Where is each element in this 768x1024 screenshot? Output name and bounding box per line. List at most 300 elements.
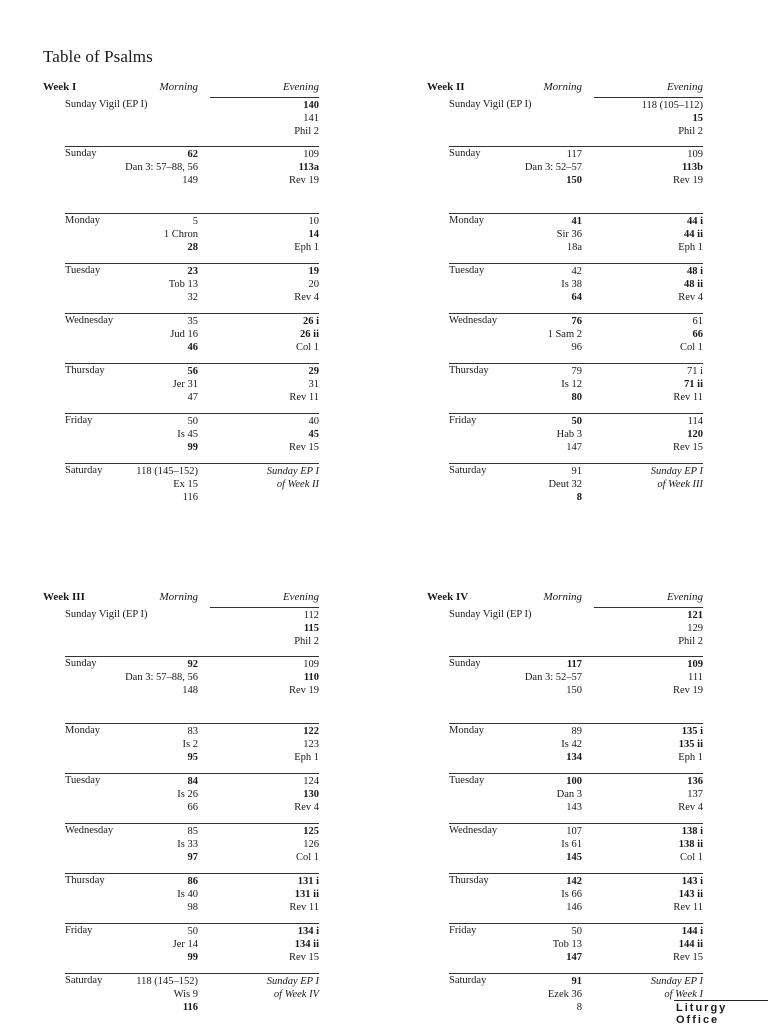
day-row [43,263,319,313]
morning-readings [548,465,582,504]
reading-line: 146 [566,902,582,913]
reading-line: 111 [688,672,703,683]
reading-line: Col 1 [679,342,703,353]
reading-line: 84 [187,776,198,787]
rule [65,263,319,264]
reading-line: Sunday EP I [650,466,703,477]
day-label: Friday [65,925,93,936]
morning-readings [561,265,582,304]
week-title: Week II [427,81,465,93]
reading-line: Dan 3 [556,789,582,800]
reading-line: 71 i [686,366,703,377]
logo-line: Liturgy [676,1002,728,1014]
morning-readings [557,415,582,454]
day-row [427,873,703,923]
morning-readings [557,775,582,814]
morning-label: Morning [543,81,582,93]
rule [65,773,319,774]
reading-line: Dan 3: 52–57 [524,162,582,173]
day-label: Monday [449,215,484,226]
reading-line: 19 [308,266,319,277]
reading-line: Rev 4 [678,802,703,813]
reading-line: 141 [303,113,319,124]
evening-label: Evening [666,591,703,603]
evening-readings [289,148,319,187]
rule [210,607,319,608]
evening-label: Evening [282,591,319,603]
reading-line: 29 [308,366,319,377]
reading-line: Rev 19 [672,685,703,696]
day-row [43,923,319,973]
reading-line: 134 [566,752,582,763]
reading-line: 23 [187,266,198,277]
evening-readings [294,215,319,254]
day-row [43,823,319,873]
day-row [427,463,703,513]
day-label: Wednesday [65,825,114,836]
reading-line: 20 [308,279,319,290]
day-row [43,463,319,513]
reading-line: 95 [187,752,198,763]
reading-line: 15 [692,113,703,124]
day-label: Friday [449,925,477,936]
reading-line: 143 ii [678,889,703,900]
reading-line: 123 [303,739,319,750]
day-row [427,363,703,413]
reading-line: Rev 4 [678,292,703,303]
morning-readings [177,825,198,864]
evening-readings [294,775,319,814]
reading-line: 107 [566,826,582,837]
morning-readings [125,148,198,187]
reading-line: 120 [687,429,703,440]
rule [65,413,319,414]
reading-line: 148 [182,685,198,696]
morning-readings [561,725,582,764]
reading-line: 8 [576,492,582,503]
day-label: Tuesday [65,775,101,786]
reading-line: 85 [187,826,198,837]
rule [512,656,582,657]
reading-line: Phil 2 [678,636,703,647]
morning-readings [525,658,582,697]
day-label: Wednesday [449,825,498,836]
rule [65,873,319,874]
reading-line: 44 i [686,216,703,227]
day-label: Saturday [449,465,487,476]
rule [65,723,319,724]
evening-readings [642,99,703,138]
morning-readings [525,148,582,187]
rule [65,363,319,364]
reading-line: 100 [566,776,582,787]
morning-readings [553,925,582,964]
day-label: Saturday [65,465,103,476]
reading-line: 41 [571,216,582,227]
reading-line: Rev 15 [672,952,703,963]
reading-line: 48 ii [684,279,703,290]
rule [449,413,703,414]
day-row [427,146,703,213]
reading-line: Rev 19 [672,175,703,186]
reading-line: of Week I [664,989,703,1000]
reading-line: 61 [692,316,703,327]
reading-line: 129 [687,623,703,634]
reading-line: 91 [571,976,582,987]
day-row [43,773,319,823]
reading-line: 121 [687,610,703,621]
day-row [43,973,319,1023]
reading-line: 134 i [297,926,319,937]
day-label: Thursday [65,875,105,886]
rule [449,313,703,314]
evening-readings [680,315,703,354]
reading-line: 114 [687,416,703,427]
rule [65,923,319,924]
reading-line: 140 [303,100,319,111]
reading-line: Is 38 [561,279,582,290]
evening-readings [678,265,703,304]
day-row [427,723,703,773]
morning-readings [173,365,198,404]
reading-line: 83 [187,726,198,737]
reading-line: 44 ii [684,229,703,240]
day-label: Saturday [65,975,103,986]
rule [449,923,703,924]
day-label: Tuesday [449,265,485,276]
reading-line: 109 [687,659,703,670]
reading-line: 117 [566,149,582,160]
reading-line: 96 [571,342,582,353]
day-label: Sunday Vigil (EP I) [65,99,148,110]
reading-line: 1 Sam 2 [547,329,582,340]
day-row [427,823,703,873]
week-title: Week IV [427,591,469,603]
evening-readings [289,415,319,454]
reading-line: 143 [566,802,582,813]
reading-line: 150 [566,175,582,186]
day-row [43,313,319,363]
reading-line: 109 [687,149,703,160]
morning-label: Morning [159,81,198,93]
reading-line: 45 [308,429,319,440]
reading-line: 99 [187,442,198,453]
reading-line: 46 [187,342,198,353]
reading-line: 125 [303,826,319,837]
reading-line: Is 2 [182,739,198,750]
reading-line: 66 [187,802,198,813]
reading-line: 50 [571,416,582,427]
morning-readings [136,465,198,504]
reading-line: 122 [303,726,319,737]
reading-line: 10 [308,216,319,227]
evening-readings [678,215,703,254]
reading-line: 109 [303,659,319,670]
rule [449,823,703,824]
rule [449,973,703,974]
reading-line: Rev 15 [672,442,703,453]
reading-line: 126 [303,839,319,850]
morning-readings [183,725,198,764]
evening-readings [294,265,319,304]
reading-line: Is 42 [561,739,582,750]
reading-line: Eph 1 [678,752,703,763]
reading-line: 26 i [302,316,319,327]
reading-line: Sir 36 [556,229,582,240]
evening-readings [673,875,703,914]
rule [65,463,319,464]
reading-line: Sunday EP I [266,466,319,477]
reading-line: Phil 2 [294,126,319,137]
reading-line: 40 [308,416,319,427]
week-header [43,591,319,607]
day-row [43,656,319,723]
morning-readings [136,975,198,1014]
week-table [43,591,319,1023]
evening-label: Evening [666,81,703,93]
reading-line: 138 ii [678,839,703,850]
day-row [427,313,703,363]
reading-line: 64 [571,292,582,303]
evening-readings [296,315,319,354]
reading-line: 115 [303,623,319,634]
rule [449,723,703,724]
reading-line: Col 1 [679,852,703,863]
reading-line: Rev 19 [288,685,319,696]
evening-readings [289,925,319,964]
rule [65,973,319,974]
reading-line: 109 [303,149,319,160]
reading-line: of Week III [657,479,703,490]
reading-line: Jer 31 [172,379,198,390]
reading-line: Is 33 [177,839,198,850]
day-row [427,213,703,263]
evening-readings [289,875,319,914]
evening-readings [673,925,703,964]
liturgy-office-logo [672,1000,768,1024]
vigil-row [43,607,319,656]
logo-text [676,1002,727,1024]
week-header [427,591,703,607]
rule [449,773,703,774]
reading-line: 138 i [681,826,703,837]
vigil-row [427,97,703,146]
day-row [43,873,319,923]
evening-readings [673,415,703,454]
reading-line: 118 (145–152) [136,976,198,987]
day-label: Saturday [449,975,487,986]
reading-line: Is 66 [561,889,582,900]
reading-line: 56 [187,366,198,377]
rule [128,146,198,147]
logo-line: Office [676,1014,720,1024]
reading-line: 116 [182,1002,198,1013]
reading-line: 26 ii [300,329,319,340]
reading-line: Jud 16 [170,329,198,340]
reading-line: of Week II [276,479,319,490]
evening-readings [294,725,319,764]
day-label: Monday [65,215,100,226]
morning-readings [548,975,582,1014]
reading-line: 137 [687,789,703,800]
day-label: Sunday Vigil (EP I) [65,609,148,620]
reading-line: 124 [303,776,319,787]
reading-line: Tob 13 [552,939,582,950]
reading-line: 150 [566,685,582,696]
reading-line: 86 [187,876,198,887]
reading-line: 113a [298,162,319,173]
evening-readings [296,825,319,864]
reading-line: 118 (145–152) [136,466,198,477]
reading-line: Phil 2 [678,126,703,137]
reading-line: 31 [308,379,319,390]
reading-line: 135 ii [678,739,703,750]
reading-line: 47 [187,392,198,403]
reading-line: Dan 3: 57–88, 56 [125,162,198,173]
reading-line: 110 [303,672,319,683]
day-row [43,146,319,213]
reading-line: of Week IV [273,989,319,1000]
reading-line: Rev 4 [294,802,319,813]
reading-line: 149 [182,175,198,186]
evening-readings [294,609,319,648]
reading-line: 144 i [681,926,703,937]
reading-line: 135 i [681,726,703,737]
day-label: Friday [65,415,93,426]
reading-line: 35 [187,316,198,327]
morning-readings [173,925,198,964]
day-label: Sunday [449,658,481,669]
reading-line: Hab 3 [556,429,582,440]
week-header [43,81,319,97]
reading-line: 50 [571,926,582,937]
evening-readings [673,658,703,697]
rule [449,873,703,874]
evening-readings [651,975,703,1001]
day-row [427,773,703,823]
day-row [43,213,319,263]
reading-line: 92 [187,659,198,670]
day-row [427,973,703,1023]
reading-line: 134 ii [294,939,319,950]
reading-line: Sunday EP I [650,976,703,987]
reading-line: 89 [571,726,582,737]
reading-line: Eph 1 [294,752,319,763]
day-label: Thursday [449,875,489,886]
day-row [427,263,703,313]
reading-line: 50 [187,926,198,937]
reading-line: 62 [187,149,198,160]
reading-line: 8 [576,1002,582,1013]
reading-line: Rev 4 [294,292,319,303]
evening-readings [673,365,703,404]
morning-readings [177,875,198,914]
morning-readings [169,265,198,304]
week-table [43,81,319,513]
reading-line: 76 [571,316,582,327]
evening-readings [267,465,319,491]
day-label: Monday [449,725,484,736]
reading-line: Ezek 36 [547,989,582,1000]
morning-readings [557,215,582,254]
morning-readings [164,215,198,254]
reading-line: 147 [566,442,582,453]
day-row [43,723,319,773]
rule [210,97,319,98]
day-row [43,413,319,463]
day-label: Sunday Vigil (EP I) [449,609,532,620]
reading-line: Col 1 [295,342,319,353]
reading-line: 142 [566,876,582,887]
day-label: Sunday Vigil (EP I) [449,99,532,110]
day-label: Monday [65,725,100,736]
day-label: Tuesday [449,775,485,786]
day-label: Thursday [65,365,105,376]
week-title: Week I [43,81,77,93]
evening-readings [678,775,703,814]
rule [449,463,703,464]
morning-readings [125,658,198,697]
reading-line: 144 ii [678,939,703,950]
day-label: Wednesday [449,315,498,326]
rule [449,363,703,364]
reading-line: Dan 3: 52–57 [524,672,582,683]
rule [512,146,582,147]
vigil-row [43,97,319,146]
rule [449,213,703,214]
day-label: Tuesday [65,265,101,276]
day-label: Friday [449,415,477,426]
reading-line: Rev 11 [289,392,319,403]
reading-line: Rev 19 [288,175,319,186]
reading-line: 131 ii [294,889,319,900]
reading-line: 28 [187,242,198,253]
day-row [427,413,703,463]
reading-line: Is 26 [177,789,198,800]
rule [449,263,703,264]
reading-line: Phil 2 [294,636,319,647]
reading-line: 113b [681,162,703,173]
day-label: Thursday [449,365,489,376]
rule [65,823,319,824]
day-row [43,363,319,413]
reading-line: 98 [187,902,198,913]
reading-line: 136 [687,776,703,787]
week-table [427,81,703,513]
reading-line: Rev 11 [673,902,703,913]
day-row [427,656,703,723]
rule [65,313,319,314]
evening-readings [678,609,703,648]
logo-rule [674,1000,768,1001]
morning-label: Morning [543,591,582,603]
reading-line: 99 [187,952,198,963]
rule [128,656,198,657]
reading-line: 66 [692,329,703,340]
reading-line: 42 [571,266,582,277]
reading-line: 5 [192,216,198,227]
morning-label: Morning [159,591,198,603]
morning-readings [170,315,198,354]
reading-line: Is 45 [177,429,198,440]
reading-line: Wis 9 [173,989,198,1000]
reading-line: Is 61 [561,839,582,850]
reading-line: 117 [566,659,582,670]
evening-readings [294,99,319,138]
day-label: Sunday [65,148,97,159]
evening-readings [289,658,319,697]
morning-readings [177,415,198,454]
